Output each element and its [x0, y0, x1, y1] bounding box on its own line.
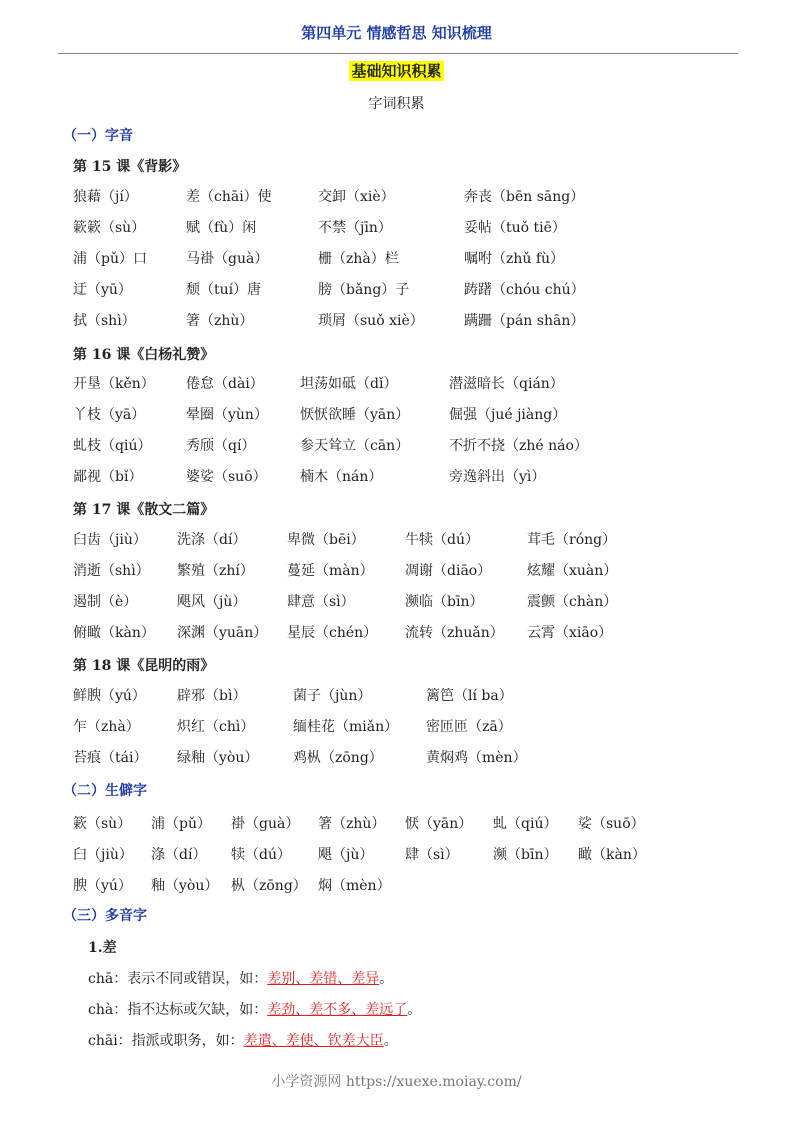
word-row: [0, 716, 793, 738]
word-entry: 绿釉（yòu）: [177, 750, 259, 766]
word-entry: 臼齿（jiù）: [73, 532, 147, 548]
word-entry: 嘱咐（zhǔ fù）: [464, 251, 565, 267]
word-entry: 坦荡如砥（dǐ）: [300, 376, 398, 392]
word-entry: 琐屑（suǒ xiè）: [318, 313, 424, 329]
definition-text: chāi：指派或职务，如：: [88, 1033, 244, 1049]
polyphonic-definition-line: [88, 1030, 398, 1050]
section-heading-rare-characters: （二）生僻字: [63, 783, 147, 799]
lesson-title-18: 第 18 课《昆明的雨》: [73, 658, 215, 674]
word-entry: 秀颀（qí）: [186, 438, 256, 454]
word-entry: 俯瞰（kàn）: [73, 625, 155, 641]
word-entry: 狼藉（jí）: [73, 189, 138, 205]
word-row: [0, 186, 793, 208]
word-entry: 蹒跚（pán shān）: [464, 313, 585, 329]
word-entry: 肆（sì）: [405, 847, 459, 863]
word-row: [0, 279, 793, 301]
word-entry: 奔丧（bēn sāng）: [464, 189, 585, 205]
word-row: [0, 875, 793, 897]
word-row: [0, 373, 793, 395]
word-entry: 飓（jù）: [318, 847, 374, 863]
word-entry: 膀（bǎng）子: [318, 282, 410, 298]
page-footer: [0, 1071, 793, 1091]
word-entry: 簌（sù）: [73, 816, 132, 832]
word-entry: 开垦（kěn）: [73, 376, 155, 392]
word-row: [0, 560, 793, 582]
word-row: [0, 747, 793, 769]
word-entry: 釉（yòu）: [151, 878, 219, 894]
word-entry: 不禁（jīn）: [318, 220, 392, 236]
word-entry: 赋（fù）闲: [186, 220, 257, 236]
lesson-title-17: 第 17 课《散文二篇》: [73, 502, 215, 518]
word-entry: 牛犊（dú）: [405, 532, 479, 548]
definition-end: 。: [383, 1033, 398, 1049]
word-entry: 茸毛（róng）: [527, 532, 617, 548]
word-entry: 鄙视（bǐ）: [73, 469, 143, 485]
word-entry: 妥帖（tuǒ tiē）: [464, 220, 566, 236]
word-row: [0, 248, 793, 270]
definition-text: chà：指不达标或欠缺，如：: [88, 1002, 268, 1018]
word-entry: 箸（zhù）: [318, 816, 386, 832]
word-entry: 炽红（chì）: [177, 719, 255, 735]
word-entry: 辟邪（bì）: [177, 688, 247, 704]
word-entry: 犊（dú）: [231, 847, 291, 863]
word-entry: 凋谢（diāo）: [405, 563, 492, 579]
word-entry: 颓（tuí）唐: [186, 282, 262, 298]
polyphonic-label: 1.差: [88, 940, 117, 956]
definition-text: chā：表示不同或错误，如：: [88, 971, 268, 987]
section-heading-polyphonic: （三）多音字: [63, 908, 147, 924]
word-entry: 虬枝（qiú）: [73, 438, 152, 454]
word-entry: 卑微（bēi）: [287, 532, 365, 548]
word-entry: 蔓延（màn）: [287, 563, 374, 579]
word-entry: 洗涤（dí）: [177, 532, 247, 548]
word-row: [0, 529, 793, 551]
word-entry: 乍（zhà）: [73, 719, 140, 735]
word-entry: 晕圈（yùn）: [186, 407, 268, 423]
word-entry: 鸡枞（zōng）: [293, 750, 383, 766]
word-entry: 浦（pǔ）口: [73, 251, 147, 267]
word-entry: 倔强（jué jiàng）: [449, 407, 567, 423]
word-entry: 倦怠（dài）: [186, 376, 264, 392]
word-entry: 缅桂花（miǎn）: [293, 719, 399, 735]
word-row: [0, 844, 793, 866]
word-entry: 褂（guà）: [231, 816, 300, 832]
word-entry: 迂（yū）: [73, 282, 132, 298]
definition-end: 。: [407, 1002, 422, 1018]
word-entry: 交卸（xiè）: [318, 189, 395, 205]
word-entry: 黄焖鸡（mèn）: [426, 750, 527, 766]
word-entry: 星辰（chén）: [287, 625, 378, 641]
word-entry: 拭（shì）: [73, 313, 136, 329]
word-entry: 旁逸斜出（yì）: [449, 469, 546, 485]
word-entry: 震颤（chàn）: [527, 594, 618, 610]
word-row: [0, 813, 793, 835]
word-entry: 腴（yú）: [73, 878, 132, 894]
word-entry: 炫耀（xuàn）: [527, 563, 618, 579]
word-entry: 苔痕（tái）: [73, 750, 148, 766]
word-entry: 臼（jiù）: [73, 847, 133, 863]
word-row: [0, 310, 793, 332]
word-entry: 不折不挠（zhé náo）: [449, 438, 588, 454]
example-words: 差遣、差使、钦差大臣: [243, 1033, 384, 1049]
word-entry: 踌躇（chóu chú）: [464, 282, 585, 298]
lesson-title-15: 第 15 课《背影》: [73, 159, 187, 175]
word-entry: 菌子（jùn）: [293, 688, 372, 704]
word-entry: 马褂（guà）: [186, 251, 269, 267]
word-entry: 簌簌（sù）: [73, 220, 146, 236]
word-row: [0, 591, 793, 613]
example-words: 差别、差错、差异: [267, 971, 380, 987]
section-heading-pronunciation: （一）字音: [63, 128, 133, 144]
word-row: [0, 685, 793, 707]
word-entry: 篱笆（lí ba）: [426, 688, 513, 704]
polyphonic-definition-line: [88, 999, 421, 1019]
footer-text: 小学资源网 https://xuexe.moiay.com/: [271, 1074, 522, 1090]
main-title: [0, 60, 793, 81]
word-entry: 濒（bīn）: [493, 847, 558, 863]
word-entry: 鲜腴（yú）: [73, 688, 146, 704]
word-entry: 濒临（bīn）: [405, 594, 484, 610]
page-header: 第四单元 情感哲思 知识梳理: [301, 24, 492, 42]
word-entry: 云霄（xiāo）: [527, 625, 613, 641]
word-entry: 恹恹欲睡（yān）: [300, 407, 410, 423]
word-entry: 焖（mèn）: [318, 878, 391, 894]
word-entry: 差（chāi）使: [186, 189, 272, 205]
word-entry: 恹（yān）: [405, 816, 473, 832]
word-entry: 箸（zhù）: [186, 313, 254, 329]
word-entry: 枞（zōng）: [231, 878, 307, 894]
word-entry: 遏制（è）: [73, 594, 138, 610]
word-entry: 参天耸立（cān）: [300, 438, 410, 454]
header-divider: [58, 53, 738, 54]
sub-title: 字词积累: [368, 96, 425, 112]
word-entry: 栅（zhà）栏: [318, 251, 399, 267]
word-entry: 繁殖（zhí）: [177, 563, 254, 579]
word-entry: 深渊（yuān）: [177, 625, 268, 641]
polyphonic-definition-line: [88, 968, 393, 988]
word-entry: 虬（qiú）: [493, 816, 558, 832]
word-row: [0, 622, 793, 644]
word-row: [0, 217, 793, 239]
word-entry: 流转（zhuǎn）: [405, 625, 504, 641]
word-entry: 娑（suō）: [578, 816, 645, 832]
word-entry: 密匝匝（zā）: [426, 719, 512, 735]
word-entry: 飓风（jù）: [177, 594, 247, 610]
word-entry: 瞰（kàn）: [578, 847, 646, 863]
main-title-text: 基础知识积累: [351, 62, 442, 80]
word-entry: 楠木（nán）: [300, 469, 383, 485]
word-row: [0, 404, 793, 426]
word-entry: 丫枝（yā）: [73, 407, 146, 423]
lesson-title-16: 第 16 课《白杨礼赞》: [73, 347, 215, 363]
word-entry: 婆娑（suō）: [186, 469, 267, 485]
word-entry: 肆意（sì）: [287, 594, 355, 610]
word-row: [0, 466, 793, 488]
example-words: 差劲、差不多、差远了: [267, 1002, 408, 1018]
word-row: [0, 435, 793, 457]
word-entry: 消逝（shì）: [73, 563, 150, 579]
word-entry: 浦（pǔ）: [151, 816, 211, 832]
definition-end: 。: [379, 971, 394, 987]
word-entry: 潜滋暗长（qián）: [449, 376, 564, 392]
word-entry: 涤（dí）: [151, 847, 207, 863]
